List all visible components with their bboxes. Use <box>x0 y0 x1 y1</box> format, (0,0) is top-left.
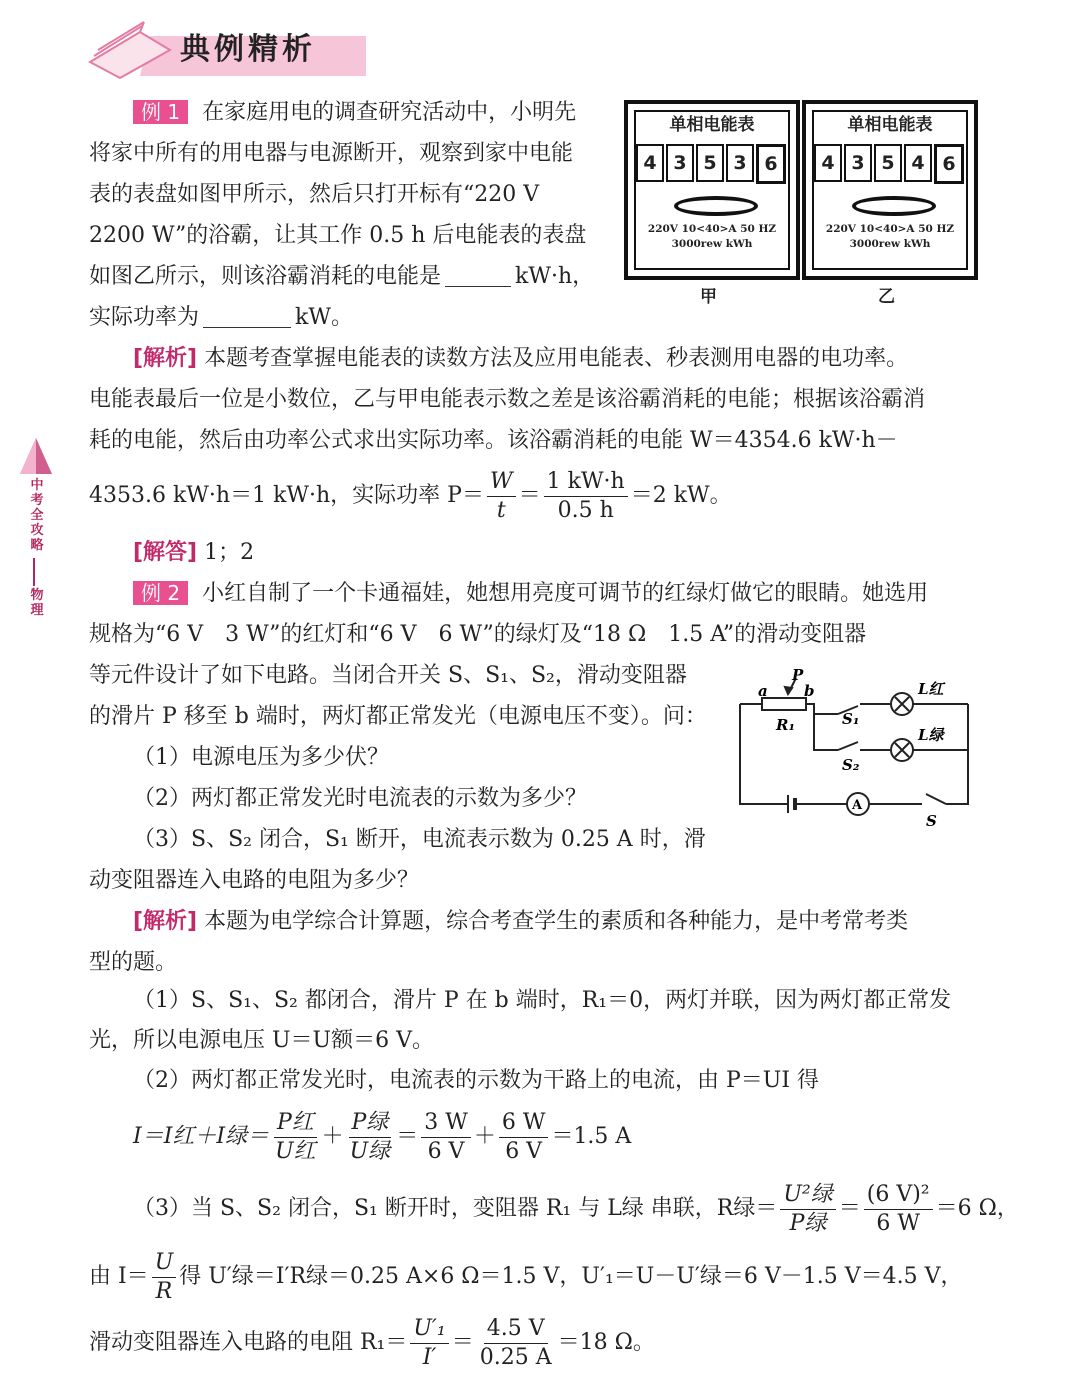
ammeter-label: A <box>852 798 863 813</box>
answer1-label: [解答] <box>133 540 198 565</box>
circuit-label-b: b <box>804 682 815 700</box>
example1-line-6: 实际功率为 kW。 <box>89 305 353 330</box>
meter-yi-spec: 220V 10<40>A 50 HZ 3000rew kWh <box>825 223 955 250</box>
meter-yi-title: 单相电能表 <box>847 115 933 135</box>
analysis1-line-1: [解析] 本题考查掌握电能表的读数方法及应用电能表、秒表测用电器的电功率。 <box>133 346 909 371</box>
circuit-label-p: P <box>792 666 804 684</box>
analysis1-line-3: 耗的电能，然后由功率公式求出实际功率。该浴霸消耗的电能 W＝4354.6 kW·h－ <box>89 428 898 453</box>
analysis2-line-5: （2）两灯都正常发光时，电流表的示数为干路上的电流，由 P＝UI 得 <box>133 1068 820 1093</box>
circuit-label-s1: S₁ <box>842 710 860 728</box>
meter-jia-spec: 220V 10<40>A 50 HZ 3000rew kWh <box>647 223 777 250</box>
analysis2-label: [解析] <box>133 909 198 934</box>
circuit-label-r1: R₁ <box>776 716 796 734</box>
meter-yi-label: 乙 <box>878 287 895 307</box>
analysis2-line-3: （1）S、S₁、S₂ 都闭合，滑片 P 在 b 端时，R₁＝0，两灯并联，因为两灯都正常发 <box>133 988 952 1013</box>
sidebar-triangle-icon <box>18 436 54 476</box>
equation-r1: 滑动变阻器连入电路的电阻 R₁＝ $\frac{\text{U′₁}}{I'}$ ＝ $\frac{4.5 V}{0.25 A}$ ＝18 Ω。 <box>89 1315 655 1370</box>
example1-line-3: 表的表盘如图甲所示，然后只打开标有“220 V <box>89 182 540 207</box>
equation-current: I＝I红＋I绿＝ $\frac{\text{P红}}{\text{U红}}$ ＋ $\frac{\text{P绿}}{\text{U绿}}$ ＝ $\frac{3 W}{6 V}$ ＋ $\frac{6 W}{6 V}$ ＝1.5 A <box>133 1109 632 1164</box>
circuit-label-lgreen: L绿 <box>918 726 944 744</box>
example2-line-4: 的滑片 P 移至 b 端时，两灯都正常发光（电源电压不变）。问： <box>89 704 707 729</box>
example1-line-1: 例 1 在家庭用电的调查研究活动中，小明先 <box>133 92 576 133</box>
circuit-label-s2: S₂ <box>842 756 860 774</box>
question-3: （3）S、S₂ 闭合，S₁ 断开，电流表示数为 0.25 A 时，滑 <box>133 827 706 852</box>
rheostat-r1 <box>762 698 806 710</box>
answer-blank-1 <box>445 262 511 287</box>
example2-line-1: 例 2 小红自制了一个卡通福娃，她想用亮度可调节的红绿灯做它的眼睛。她选用 <box>133 573 928 614</box>
example1-tag: 例 1 <box>133 100 188 124</box>
meter-yi <box>802 100 978 280</box>
example2-line-2: 规格为“6 V 3 W”的红灯和“6 V 6 W”的绿灯及“18 Ω 1.5 A”的滑动变阻器 <box>89 622 867 647</box>
example1-line-2: 将家中所有的用电器与电源断开，观察到家中电能 <box>89 141 574 166</box>
meter-yi-digits: 4 3 5 4 6 <box>814 144 966 184</box>
section-title: 典例精析 <box>180 32 316 67</box>
example1-line-5: 如图乙所示，则该浴霸消耗的电能是 kW·h， <box>89 264 595 289</box>
circuit-label-lred: L红 <box>918 680 944 698</box>
meter-jia-label: 甲 <box>700 287 717 307</box>
example1-line-4: 2200 W”的浴霸，让其工作 0.5 h 后电能表的表盘 <box>89 223 587 248</box>
analysis2-line-1: [解析] 本题为电学综合计算题，综合考查学生的素质和各种能力，是中考常考类 <box>133 909 909 934</box>
analysis2-line-2: 型的题。 <box>89 950 178 975</box>
meter-jia <box>624 100 800 280</box>
circuit-label-s: S <box>926 812 937 830</box>
sidebar-book-title: 中考全攻略 <box>30 478 44 553</box>
meter-jia-disc <box>674 196 758 216</box>
analysis2-line-4: 光，所以电源电压 U＝U额＝6 V。 <box>89 1028 434 1053</box>
answer1: [解答] 1；2 <box>133 540 255 565</box>
sidebar-subject: 物理 <box>30 588 44 618</box>
analysis1-equation: 4353.6 kW·h＝1 kW·h，实际功率 P＝ $\frac{W}{t}$ ＝ $\frac{1 kW\cdot h}{0.5 h}$ ＝2 kW。 <box>89 468 732 523</box>
example2-tag: 例 2 <box>133 581 188 605</box>
sidebar-divider <box>33 558 35 586</box>
example2-line-3: 等元件设计了如下电路。当闭合开关 S、S₁、S₂，滑动变阻器 <box>89 663 687 688</box>
question-1: （1）电源电压为多少伏？ <box>133 745 389 770</box>
meter-jia-digits: 4 3 5 3 6 <box>636 144 788 184</box>
question-2: （2）两灯都正常发光时电流表的示数为多少？ <box>133 786 587 811</box>
equation-resistance: （3）当 S、S₂ 闭合，S₁ 断开时，变阻器 R₁ 与 L绿 串联，R绿＝ $\frac{\text{U²绿}}{\text{P绿}}$ ＝ $\frac{\text{(6 V)²}}{6 W}$ ＝6 Ω， <box>133 1181 1019 1236</box>
meter-jia-title: 单相电能表 <box>669 115 755 135</box>
circuit-diagram <box>730 664 980 834</box>
question-3-cont: 动变阻器连入电路的电阻为多少？ <box>89 868 420 893</box>
circuit-label-a: a <box>758 682 768 700</box>
analysis1-label: [解析] <box>133 346 198 371</box>
meter-yi-disc <box>852 196 936 216</box>
equation-voltage: 由 I＝ $\frac{U}{R}$ 得 U′绿＝I′R绿＝0.25 A×6 Ω＝1.5 V，U′₁＝U－U′绿＝6 V－1.5 V＝4.5 V， <box>89 1249 963 1304</box>
analysis1-line-2: 电能表最后一位是小数位，乙与甲电能表示数之差是该浴霸消耗的电能；根据该浴霸消 <box>89 387 926 412</box>
answer-blank-2 <box>203 303 291 328</box>
